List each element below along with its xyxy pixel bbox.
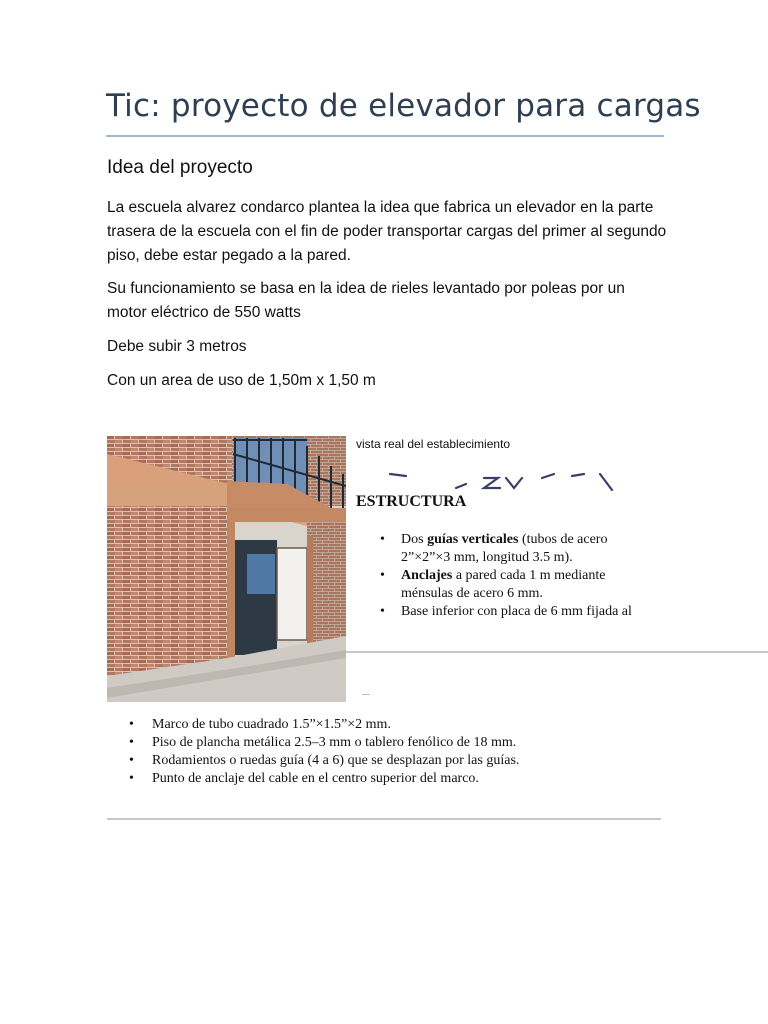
section-heading: Idea del proyecto bbox=[107, 157, 253, 178]
scribble-artifact bbox=[386, 468, 616, 494]
list-item bbox=[107, 752, 667, 770]
list-item bbox=[107, 716, 667, 734]
paragraph-3: Debe subir 3 metros bbox=[107, 338, 247, 355]
item-text: Piso de plancha metálica 2.5–3 mm o tablero fenólico de 18 mm. bbox=[152, 735, 517, 750]
list-item bbox=[356, 531, 656, 567]
building-photo bbox=[107, 436, 346, 702]
bullet-icon: • bbox=[129, 735, 134, 750]
list-item bbox=[356, 603, 656, 621]
item-text-post: a pared cada 1 m mediante ménsulas de acero 6 mm. bbox=[401, 568, 606, 601]
item-text-pre: Base inferior con placa de 6 mm fijada al bbox=[401, 604, 632, 619]
section-divider bbox=[346, 651, 768, 653]
estructura-list bbox=[356, 531, 656, 621]
estructura-title: ESTRUCTURA bbox=[356, 493, 467, 510]
item-text: Punto de anclaje del cable en el centro superior del marco. bbox=[152, 771, 479, 786]
item-text-post: (tubos de acero 2”×2”×3 mm, longitud 3.5 m). bbox=[401, 532, 608, 565]
bullet-icon: • bbox=[380, 568, 385, 583]
item-text: Rodamientos o ruedas guía (4 a 6) que se desplazan por las guías. bbox=[152, 753, 520, 768]
item-text: Marco de tubo cuadrado 1.5”×1.5”×2 mm. bbox=[152, 717, 391, 732]
list-item bbox=[107, 734, 667, 752]
item-text-pre: Dos bbox=[401, 532, 428, 547]
list-item bbox=[356, 567, 656, 603]
bottom-divider bbox=[107, 818, 661, 820]
figure-caption: vista real del establecimiento bbox=[356, 437, 511, 451]
page-title: Tic: proyecto de elevador para cargas bbox=[106, 88, 701, 124]
divider-tick bbox=[362, 694, 370, 695]
paragraph-4: Con un area de uso de 1,50m x 1,50 m bbox=[107, 372, 376, 389]
bullet-icon: • bbox=[129, 771, 134, 786]
list-item bbox=[107, 770, 667, 788]
plataforma-list bbox=[107, 716, 667, 788]
bullet-icon: • bbox=[380, 604, 385, 619]
paragraph-1: La escuela alvarez condarco plantea la idea que fabrica un elevador en la parte trasera de la escuela con el fin de poder transportar cargas del primer al segundo piso, debe estar pegado a la pared. bbox=[107, 199, 667, 264]
item-text-bold: guías verticales bbox=[427, 532, 519, 547]
bullet-icon: • bbox=[380, 532, 385, 547]
title-underline bbox=[106, 135, 664, 137]
bullet-icon: • bbox=[129, 717, 134, 732]
paragraph-2: Su funcionamiento se basa en la idea de rieles levantado por poleas por un motor eléctrico de 550 watts bbox=[107, 280, 625, 321]
bullet-icon: • bbox=[129, 753, 134, 768]
item-text-bold: Anclajes bbox=[401, 568, 453, 583]
